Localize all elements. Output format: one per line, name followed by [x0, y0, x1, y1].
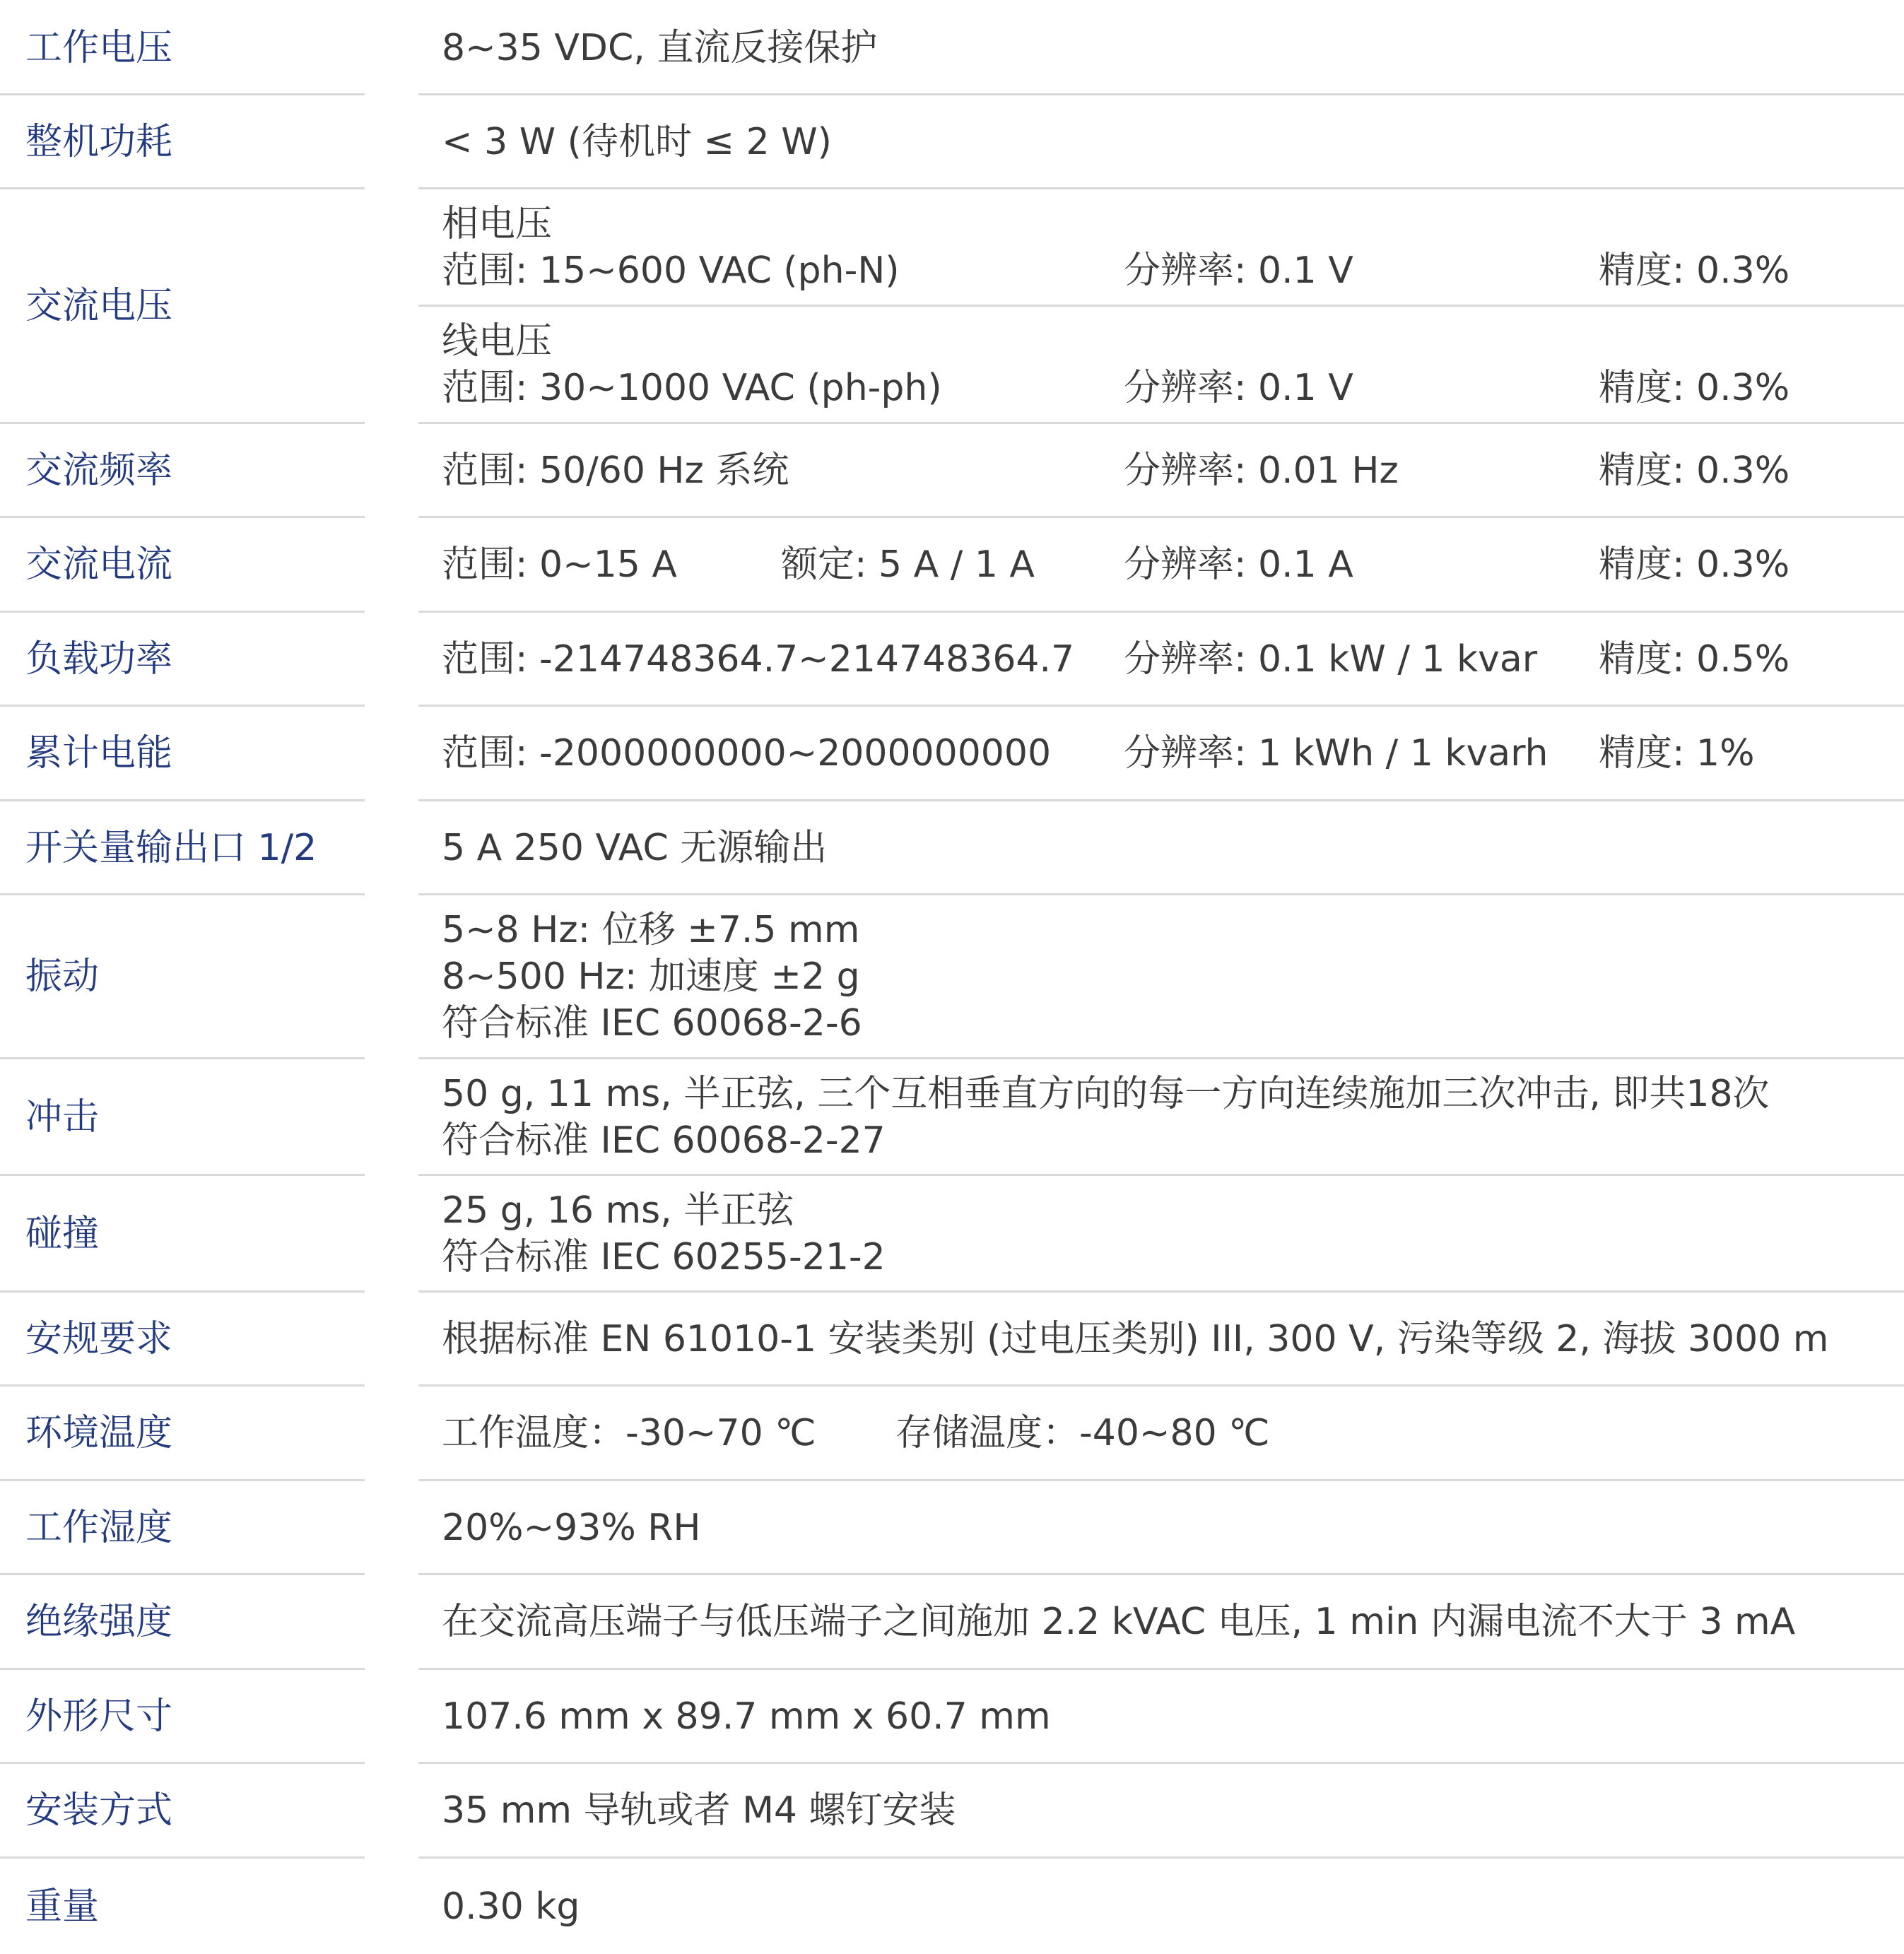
spec-value: 精度: 0.3% [1599, 249, 1790, 292]
row-divider [418, 422, 1904, 424]
spec-label: 交流电流 [25, 543, 173, 586]
spec-value: 精度: 0.3% [1599, 543, 1790, 586]
row-divider [0, 187, 365, 189]
spec-value: 分辨率: 0.1 V [1124, 367, 1353, 409]
spec-label: 碰撞 [25, 1212, 100, 1255]
spec-label: 工作湿度 [25, 1506, 173, 1549]
spec-value: 相电压 [442, 203, 553, 245]
row-divider [0, 1762, 365, 1764]
spec-value: 存储温度：-40~80 ℃ [895, 1412, 1270, 1454]
row-divider [418, 1668, 1904, 1670]
spec-value: 线电压 [442, 320, 553, 363]
row-divider [0, 1668, 365, 1670]
spec-value: 范围: 30~1000 VAC (ph-ph) [442, 367, 942, 409]
row-divider [418, 516, 1904, 518]
row-divider [0, 1384, 365, 1387]
row-divider [418, 1384, 1904, 1387]
row-divider [418, 705, 1904, 707]
row-divider [0, 799, 365, 801]
spec-value: 分辨率: 0.1 A [1124, 543, 1353, 586]
row-divider [418, 1856, 1904, 1859]
spec-value: 25 g, 16 ms, 半正弦 [442, 1189, 794, 1232]
row-divider [0, 611, 365, 613]
row-divider [418, 93, 1904, 95]
row-divider [0, 1057, 365, 1059]
row-divider [0, 1174, 365, 1176]
row-divider [418, 893, 1904, 895]
spec-value: 工作温度：-30~70 ℃ [442, 1412, 816, 1454]
row-divider [0, 1479, 365, 1481]
spec-label: 绝缘强度 [25, 1601, 173, 1643]
row-divider [0, 893, 365, 895]
spec-value: 0.30 kg [442, 1885, 580, 1928]
row-divider [0, 705, 365, 707]
row-divider [418, 1573, 1904, 1575]
row-divider [0, 1856, 365, 1859]
spec-label: 安规要求 [25, 1317, 173, 1360]
spec-label: 外形尺寸 [25, 1695, 173, 1738]
spec-value: 分辨率: 1 kWh / 1 kvarh [1124, 732, 1549, 775]
spec-value: 精度: 1% [1599, 732, 1755, 775]
spec-value: 20%~93% RH [442, 1506, 701, 1549]
spec-label: 开关量输出口 1/2 [25, 826, 317, 869]
spec-value: 8~35 VDC, 直流反接保护 [442, 27, 878, 69]
spec-value: 50 g, 11 ms, 半正弦, 三个互相垂直方向的每一方向连续施加三次冲击, 即共18次 [442, 1072, 1770, 1115]
spec-value: 分辨率: 0.1 V [1124, 249, 1353, 292]
spec-label: 整机功耗 [25, 120, 173, 163]
spec-label: 重量 [25, 1885, 100, 1928]
row-divider [418, 611, 1904, 613]
row-divider [418, 1057, 1904, 1059]
spec-value: 符合标准 IEC 60068-2-6 [442, 1002, 862, 1044]
spec-value: 在交流高压端子与低压端子之间施加 2.2 kVAC 电压, 1 min 内漏电流不大于 3 mA [442, 1601, 1796, 1643]
spec-value: 范围: 0~15 A [442, 543, 677, 586]
row-divider [0, 422, 365, 424]
spec-value: 范围: 50/60 Hz 系统 [442, 449, 789, 492]
spec-label: 累计电能 [25, 732, 173, 775]
row-divider [0, 93, 365, 95]
spec-value: 8~500 Hz: 加速度 ±2 g [442, 955, 860, 998]
spec-value: 精度: 0.5% [1599, 637, 1790, 681]
spec-value: 符合标准 IEC 60068-2-27 [442, 1119, 886, 1162]
spec-value: < 3 W (待机时 ≤ 2 W) [442, 120, 832, 163]
spec-label: 交流频率 [25, 449, 173, 492]
spec-value: 精度: 0.3% [1599, 449, 1790, 492]
spec-value: 5~8 Hz: 位移 ±7.5 mm [442, 909, 860, 951]
row-divider [418, 1174, 1904, 1176]
row-divider [418, 305, 1904, 307]
row-divider [418, 799, 1904, 801]
row-divider [418, 1290, 1904, 1293]
spec-value: 5 A 250 VAC 无源输出 [442, 826, 828, 869]
spec-label: 振动 [25, 955, 100, 998]
spec-label: 工作电压 [25, 27, 173, 69]
spec-label: 安装方式 [25, 1789, 173, 1832]
spec-value: 范围: -2000000000~2000000000 [442, 732, 1052, 775]
spec-value: 精度: 0.3% [1599, 367, 1790, 409]
spec-value: 分辨率: 0.1 kW / 1 kvar [1124, 637, 1538, 681]
row-divider [418, 187, 1904, 189]
row-divider [418, 1479, 1904, 1481]
row-divider [0, 1573, 365, 1575]
spec-value: 额定: 5 A / 1 A [781, 543, 1035, 586]
spec-value: 根据标准 EN 61010-1 安装类别 (过电压类别) III, 300 V, 污染等级 2, 海拔 3000 m [442, 1317, 1829, 1360]
spec-label: 负载功率 [25, 637, 173, 681]
spec-value: 107.6 mm x 89.7 mm x 60.7 mm [442, 1695, 1051, 1738]
row-divider [0, 1290, 365, 1293]
spec-value: 范围: 15~600 VAC (ph-N) [442, 249, 900, 292]
row-divider [0, 516, 365, 518]
spec-label: 环境温度 [25, 1412, 173, 1454]
spec-label: 冲击 [25, 1095, 100, 1138]
spec-label: 交流电压 [25, 285, 173, 327]
spec-value: 分辨率: 0.01 Hz [1124, 449, 1399, 492]
spec-value: 范围: -214748364.7~214748364.7 [442, 637, 1075, 681]
spec-value: 35 mm 导轨或者 M4 螺钉安装 [442, 1789, 956, 1832]
spec-value: 符合标准 IEC 60255-21-2 [442, 1235, 886, 1278]
row-divider [418, 1762, 1904, 1764]
